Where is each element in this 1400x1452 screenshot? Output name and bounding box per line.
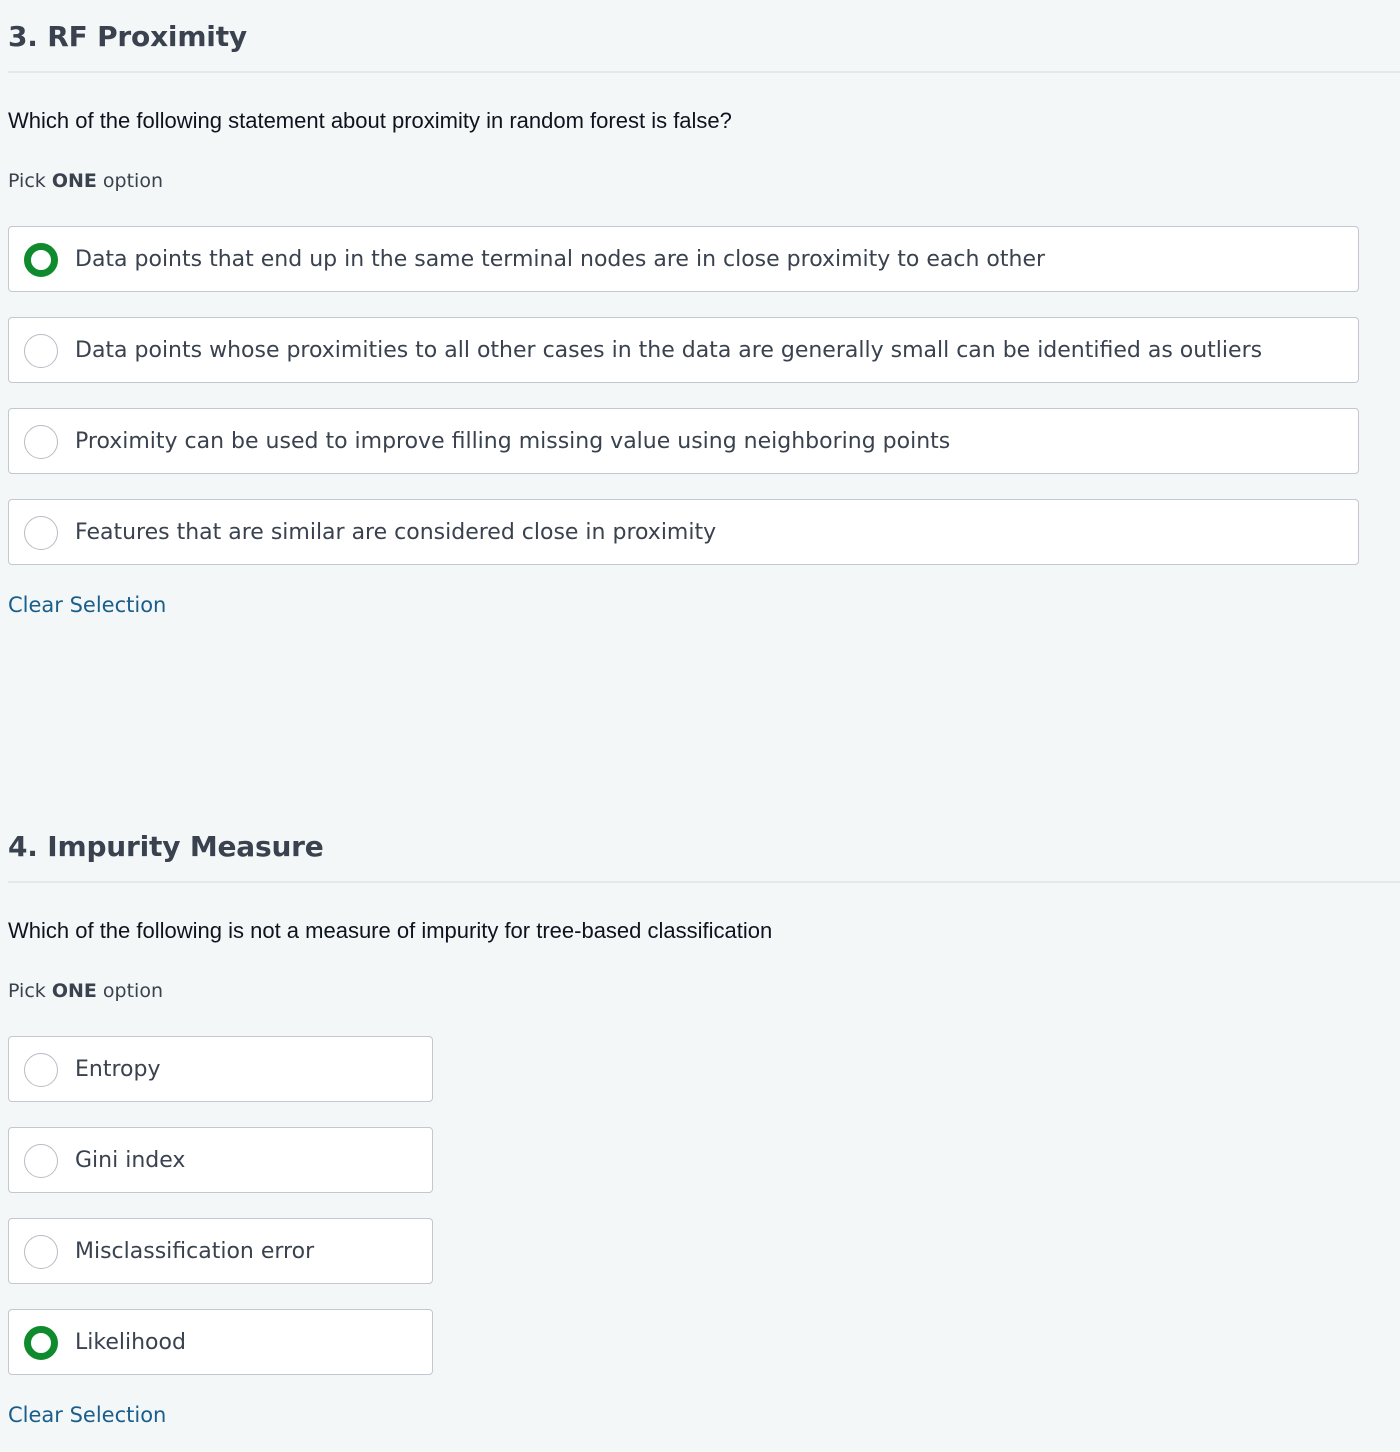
radio-button-selected[interactable] (24, 1326, 58, 1360)
clear-selection-link[interactable]: Clear Selection (8, 593, 167, 617)
instruction-emphasis: ONE (51, 980, 97, 1002)
question-title: 3. RF Proximity (8, 20, 247, 53)
question-prompt: Which of the following statement about proximity in random forest is false? (8, 108, 732, 133)
option-label: Entropy (75, 1057, 161, 1082)
radio-button[interactable] (24, 1235, 58, 1269)
instruction-prefix: Pick (8, 980, 46, 1002)
option-4[interactable] (8, 499, 1359, 565)
clear-selection-link[interactable]: Clear Selection (8, 1403, 167, 1427)
option-3[interactable] (8, 1218, 433, 1284)
pick-instruction (8, 167, 163, 195)
question-prompt: Which of the following is not a measure of impurity for tree-based classification (8, 918, 773, 943)
instruction-suffix: option (102, 980, 164, 1002)
title-divider (8, 71, 1400, 73)
option-1[interactable] (8, 226, 1359, 292)
instruction-emphasis: ONE (51, 170, 97, 192)
radio-button[interactable] (24, 1053, 58, 1087)
radio-button[interactable] (24, 425, 58, 459)
option-label: Features that are similar are considered close in proximity (75, 520, 717, 545)
radio-button[interactable] (24, 1144, 58, 1178)
option-label: Likelihood (75, 1330, 186, 1355)
option-label: Misclassification error (75, 1239, 315, 1264)
radio-button[interactable] (24, 334, 58, 368)
radio-button[interactable] (24, 516, 58, 550)
radio-button-selected[interactable] (24, 243, 58, 277)
option-label: Data points whose proximities to all other cases in the data are generally small can be identified as outliers (75, 338, 1263, 363)
title-divider (8, 881, 1400, 883)
option-label: Data points that end up in the same terminal nodes are in close proximity to each other (75, 247, 1046, 272)
pick-instruction (8, 977, 163, 1005)
option-3[interactable] (8, 408, 1359, 474)
option-label: Proximity can be used to improve filling missing value using neighboring points (75, 429, 951, 454)
option-2[interactable] (8, 317, 1359, 383)
option-label: Gini index (75, 1148, 186, 1173)
instruction-suffix: option (102, 170, 164, 192)
instruction-prefix: Pick (8, 170, 46, 192)
option-2[interactable] (8, 1127, 433, 1193)
option-4[interactable] (8, 1309, 433, 1375)
question-title: 4. Impurity Measure (8, 830, 324, 863)
option-1[interactable] (8, 1036, 433, 1102)
